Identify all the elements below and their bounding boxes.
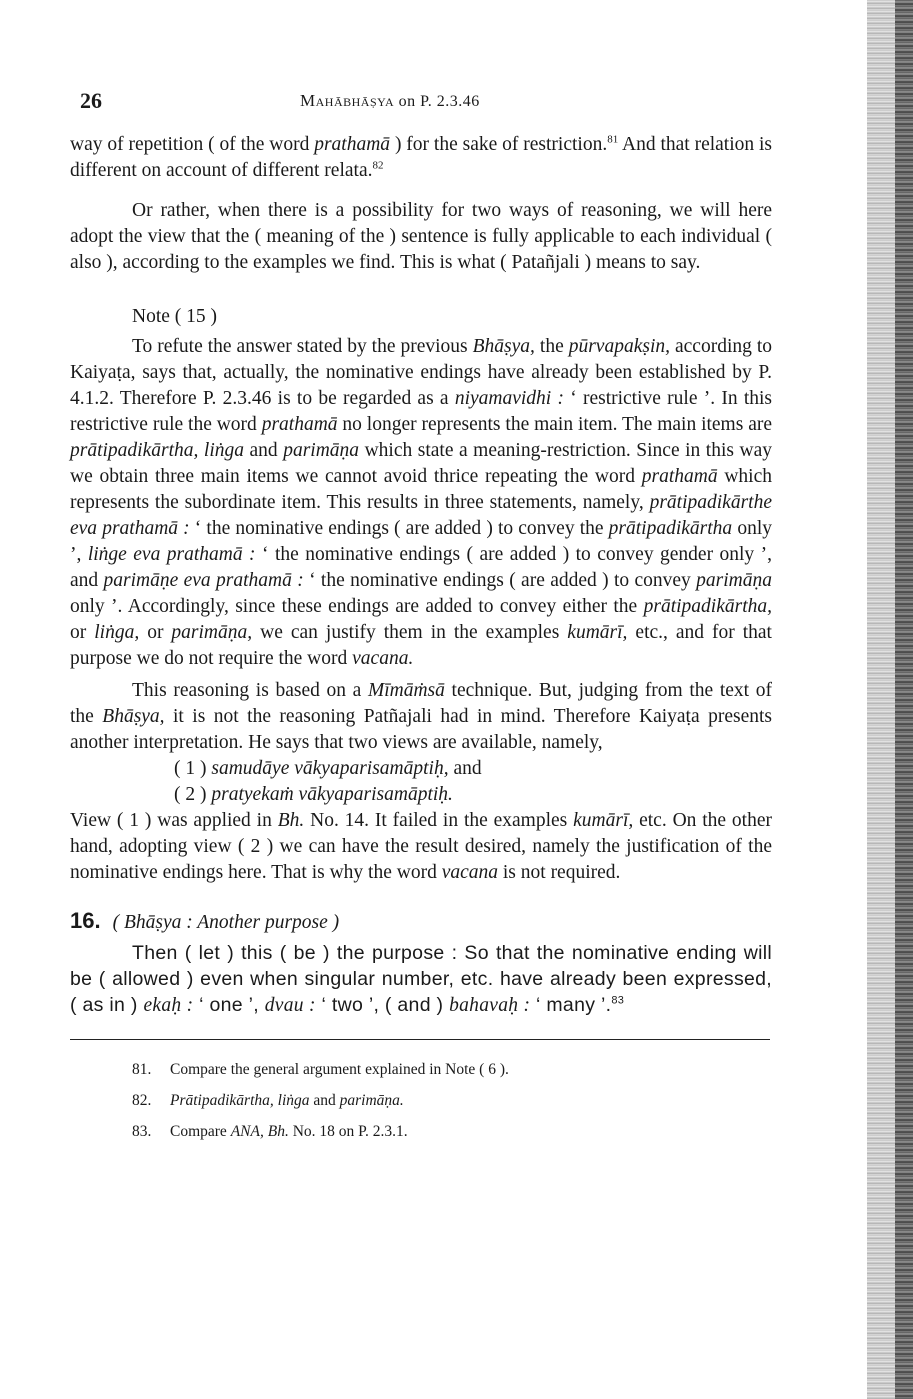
- book-binding-edge: [895, 0, 913, 1399]
- section-title: ( Bhāṣya : Another purpose ): [112, 912, 340, 933]
- page-header: [70, 88, 772, 118]
- running-head: [300, 91, 480, 111]
- running-head-title: Mahābhāṣya: [300, 91, 395, 110]
- footnote-82: 82. Prātipadikārtha, liṅga and parimāṇa.: [132, 1092, 404, 1109]
- footnote-81: 81. Compare the general argument explained in Note ( 6 ).: [132, 1061, 509, 1078]
- section-16-heading: [70, 908, 772, 936]
- note-paragraph-1: To refute the answer stated by the previous Bhāṣya, the pūrvapakṣin, according to Kaiyaṭa, says that, actually, the nominative endings have already been established by P. 4.1.2. Therefore P. 2.3.46 is to be regarded as a niyamavidhi : ‘ restrictive rule ’. In this restrictive rule the word prathamā no longer represents the main item. The main items are prātipadikārtha, liṅga and parimāṇa which state a meaning-restriction. Since in this way we obtain three main items we cannot avoid thrice repeating the word prathamā which represents the subordinate item. This results in three statements, namely, prātipadikārthe eva prathamā : ‘ the nominative endings ( are added ) to convey the prātipadikārtha only ’, liṅge eva prathamā : ‘ the nominative endings ( are added ) to convey gender only ’, and parimāṇe eva prathamā : ‘ the nominative endings ( are added ) to convey parimāṇa only ’. Accordingly, since these endings are added to convey either the prātipadikārtha, or liṅga, or parimāṇa, we can justify them in the examples kumārī, etc., and for that purpose we do not require the word vacana.: [70, 336, 773, 669]
- section-number: 16.: [70, 908, 101, 933]
- paragraph-2: Or rather, when there is a possibility for two ways of reasoning, we will here adopt the view that the ( meaning of the ) sentence is fully applicable to each individual ( also ), according to the examples we find. This is what ( Patañjali ) means to say.: [70, 200, 772, 273]
- page-number: 26: [80, 88, 102, 113]
- page-content: [70, 88, 772, 1147]
- running-head-ref: on P. 2.3.46: [398, 93, 480, 110]
- section-16-paragraph: Then ( let ) this ( be ) the purpose : So that the nominative ending will be ( allowed ) even when singular number, etc. have already been expressed, ( as in ) ekaḥ : ‘ one ’, dvau : ‘ two ’, ( and ) bahavaḥ : ‘ many ’.$^{83}$: [70, 942, 772, 1016]
- footnote-83: 83. Compare ANA, Bh. No. 18 on P. 2.3.1.: [132, 1123, 408, 1140]
- footnote-divider: [70, 1039, 770, 1040]
- footnote-ref-83: 83: [611, 994, 625, 1007]
- note-paragraph-3: View ( 1 ) was applied in Bh. No. 14. It failed in the examples kumārī, etc. On the other hand, adopting view ( 2 ) we can have the result desired, namely the justification of the nominative endings here. That is why the word vacana is not required.: [70, 810, 773, 883]
- footnote-ref-81: 81: [607, 133, 619, 146]
- note-paragraph-2: This reasoning is based on a Mīmāṁsā technique. But, judging from the text of the Bhāṣya, it is not the reasoning Patñajali had in mind. Therefore Kaiyaṭa presents another interpretation. He says that two views are available, namely,: [70, 680, 772, 753]
- view-2: ( 2 ) pratyekaṁ vākyaparisamāptiḥ.: [174, 784, 453, 805]
- footnote-ref-82: 82: [372, 159, 384, 172]
- view-1: ( 1 ) samudāye vākyaparisamāptiḥ, and: [174, 758, 482, 779]
- paragraph-1: way of repetition ( of the word prathamā ) for the sake of restriction.$^{81}$ And that relation is different on account of different relata.$^{82}$: [70, 133, 773, 181]
- note-title: Note ( 15 ): [132, 306, 218, 327]
